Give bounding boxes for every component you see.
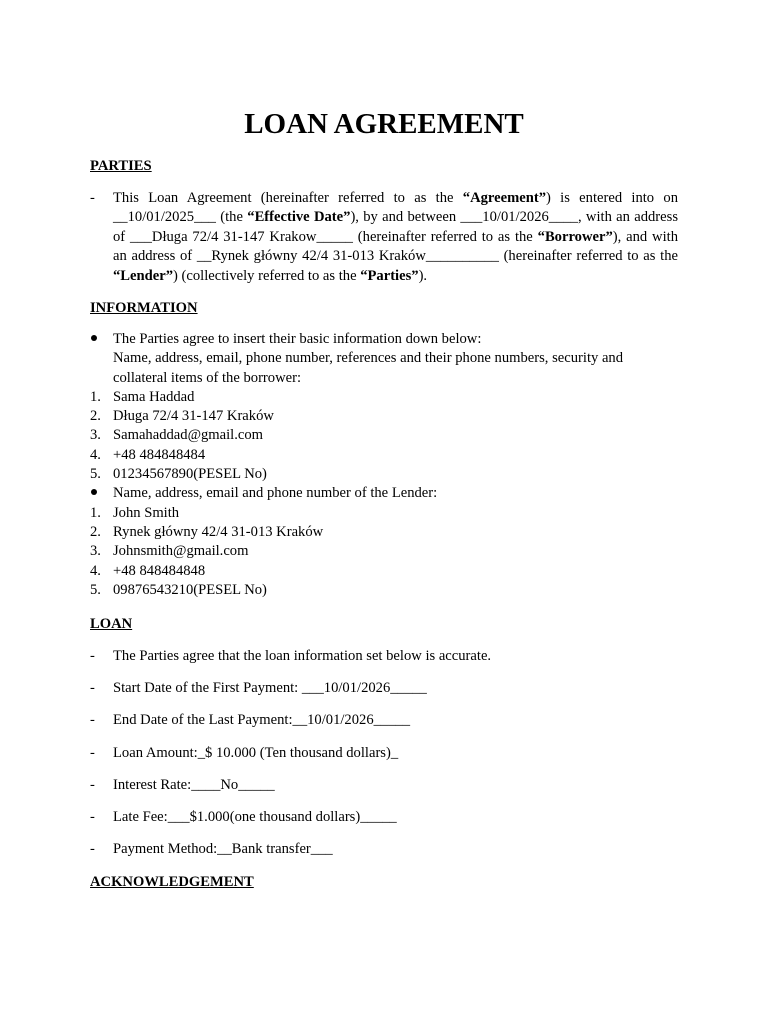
lender-address: Rynek główny 42/4 31-013 Kraków <box>113 523 324 540</box>
section-heading-information: INFORMATION <box>90 300 198 316</box>
bullet-item-borrower-intro <box>90 330 678 388</box>
loan-end-date: End Date of the Last Payment:__10/01/2026_____ <box>113 712 411 728</box>
loan-item <box>90 744 678 763</box>
parties-text-segment: ), and with an address of __Rynek główny 42/4 31-013 Kraków__________ (hereinafter referred to as the <box>113 228 678 265</box>
parties-paragraph <box>90 189 678 286</box>
list-item <box>90 407 678 426</box>
list-item <box>90 504 678 523</box>
parties-text-segment: ) (collectively referred to as the <box>173 267 361 284</box>
list-number: 4. <box>90 562 101 579</box>
list-number: 5. <box>90 581 101 598</box>
loan-item <box>90 776 678 795</box>
list-marker: - <box>90 841 95 857</box>
list-marker: - <box>90 190 95 206</box>
term-lender: “Lender” <box>113 267 173 284</box>
loan-amount: Loan Amount:_$ 10.000 (Ten thousand dollars)_ <box>113 745 399 761</box>
term-parties: “Parties” <box>360 267 419 284</box>
lender-intro: Name, address, email and phone number of the Lender: <box>113 485 438 502</box>
list-item <box>90 523 678 542</box>
list-marker: - <box>90 777 95 793</box>
list-number: 2. <box>90 408 101 425</box>
loan-start-date: Start Date of the First Payment: ___10/01/2026_____ <box>113 680 427 696</box>
document-title: LOAN AGREEMENT <box>244 108 524 140</box>
list-marker: - <box>90 680 95 696</box>
parties-text-segment: ). <box>418 267 428 284</box>
parties-text <box>113 189 678 286</box>
section-heading-loan: LOAN <box>90 616 133 632</box>
information-list <box>90 330 678 600</box>
list-number: 2. <box>90 523 101 540</box>
term-agreement: “Agreement” <box>462 190 547 206</box>
borrower-address: Długa 72/4 31-147 Kraków <box>113 408 274 425</box>
borrower-name: Sama Haddad <box>113 388 195 405</box>
list-item <box>90 388 678 407</box>
list-marker: - <box>90 745 95 761</box>
loan-accuracy-statement: The Parties agree that the loan information set below is accurate. <box>113 648 492 664</box>
borrower-email: Samahaddad@gmail.com <box>113 427 264 444</box>
lender-pesel: 09876543210(PESEL No) <box>113 581 267 598</box>
list-number: 4. <box>90 446 101 463</box>
parties-text-segment: ), by and between ___10/01/2026____, with an address of ___Długa 72/4 31-147 Krakow_____ (hereinafter referred to as the <box>113 209 679 245</box>
lender-name: John Smith <box>113 504 180 521</box>
list-number: 3. <box>90 543 101 560</box>
list-item <box>90 465 678 484</box>
loan-item <box>90 840 678 859</box>
section-heading-parties: PARTIES <box>90 158 152 174</box>
list-item <box>90 542 678 561</box>
loan-item <box>90 711 678 730</box>
list-number: 1. <box>90 504 101 521</box>
list-marker: - <box>90 809 95 825</box>
parties-text-segment: This Loan Agreement (hereinafter referred to as the <box>113 190 463 206</box>
section-heading-acknowledgement: ACKNOWLEDGEMENT <box>90 874 254 890</box>
loan-payment-method: Payment Method:__Bank transfer___ <box>113 841 333 857</box>
bullet-icon <box>91 335 97 341</box>
term-effective-date: “Effective Date” <box>247 209 351 226</box>
borrower-intro-line: The Parties agree to insert their basic information down below: <box>113 331 482 347</box>
list-item <box>90 581 678 600</box>
list-marker: - <box>90 648 95 664</box>
list-number: 5. <box>90 466 101 483</box>
loan-interest-rate: Interest Rate:____No_____ <box>113 777 275 793</box>
lender-email: Johnsmith@gmail.com <box>113 543 249 560</box>
loan-item <box>90 679 678 698</box>
bullet-item-lender-intro <box>90 484 678 503</box>
borrower-intro-description: Name, address, email, phone number, references and their phone numbers, security and collateral items of the borrower: <box>113 350 624 386</box>
list-item <box>90 562 678 581</box>
borrower-phone: +48 484848484 <box>113 446 206 463</box>
borrower-pesel: 01234567890(PESEL No) <box>113 466 267 483</box>
loan-item <box>90 647 678 666</box>
list-marker: - <box>90 712 95 728</box>
list-item <box>90 446 678 465</box>
lender-phone: +48 848484848 <box>113 562 206 579</box>
list-number: 3. <box>90 427 101 444</box>
list-item <box>90 426 678 445</box>
term-borrower: “Borrower” <box>537 228 613 245</box>
loan-item <box>90 808 678 827</box>
loan-late-fee: Late Fee:___$1.000(one thousand dollars)_____ <box>113 809 397 825</box>
parties-text-segment: ) is entered into on __10/01/2025___ (the <box>113 190 678 226</box>
bullet-icon <box>91 489 97 495</box>
list-number: 1. <box>90 388 101 405</box>
